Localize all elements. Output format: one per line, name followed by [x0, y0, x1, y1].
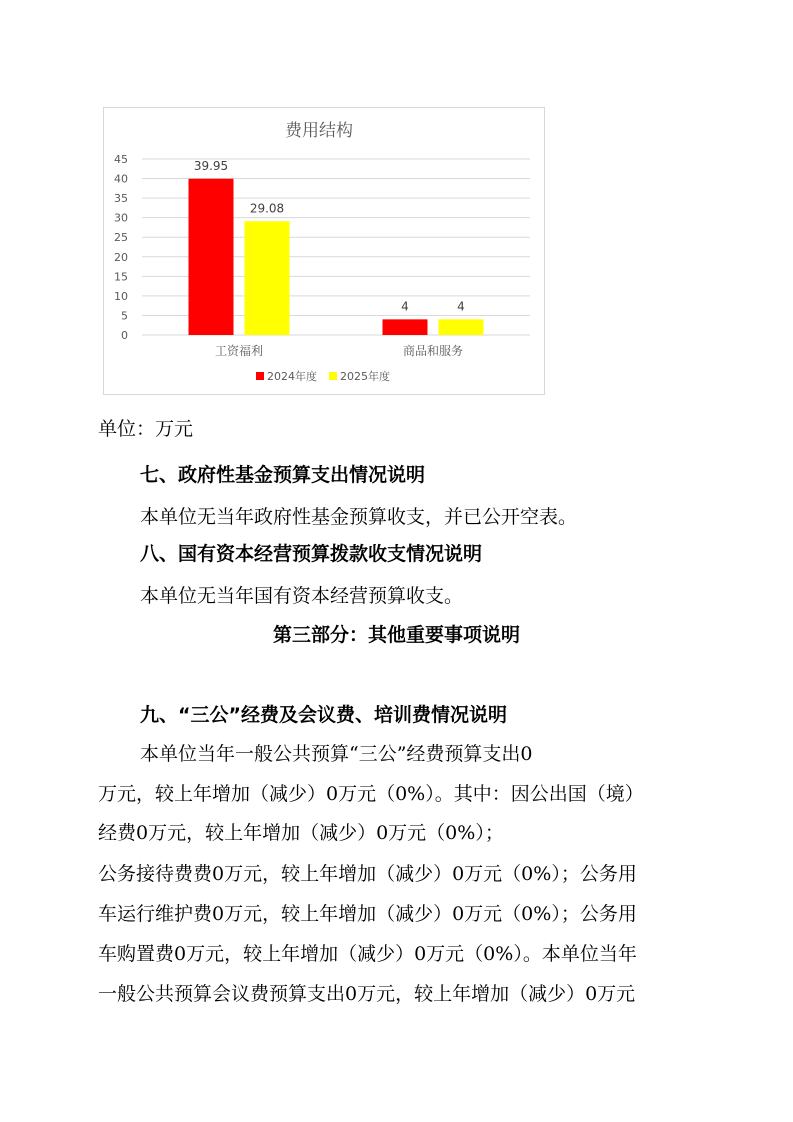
section-8-title: 八、国有资本经营预算拨款收支情况说明: [140, 543, 483, 565]
data-label: 29.08: [249, 201, 285, 216]
bar: [245, 221, 290, 335]
y-tick-label: 30: [114, 211, 128, 225]
y-tick-label: 45: [114, 153, 128, 166]
y-tick-label: 10: [114, 289, 128, 303]
chart-svg: [104, 108, 544, 394]
section-9-para-line-1: 本单位当年一般公共预算“三公”经费预算支出0: [140, 743, 533, 765]
y-tick-label: 15: [114, 270, 128, 284]
y-tick-label: 5: [121, 309, 128, 323]
section-9-para-line-4: 公务接待费费0万元，较上年增加（减少）0万元（0%）；公务用: [98, 863, 637, 885]
x-category-label: 商品和服务: [402, 344, 464, 358]
section-9-title: 九、“三公”经费及会议费、培训费情况说明: [140, 704, 507, 726]
section-7-title: 七、政府性基金预算支出情况说明: [140, 464, 426, 486]
data-label: 4: [457, 299, 465, 314]
legend-label: 2024年度: [267, 370, 317, 383]
legend-swatch: [329, 372, 337, 380]
x-category-label: 工资福利: [214, 344, 264, 358]
section-9-para-line-6: 车购置费0万元，较上年增加（减少）0万元（0%）。本单位当年: [98, 943, 637, 965]
section-9-para-line-7: 一般公共预算会议费预算支出0万元，较上年增加（减少）0万元: [98, 983, 636, 1005]
section-9-para-line-3: 经费0万元，较上年增加（减少）0万元（0%）；: [98, 822, 504, 844]
chart-title: 费用结构: [285, 121, 353, 141]
y-tick-label: 0: [121, 329, 128, 342]
y-tick-label: 25: [114, 231, 128, 245]
section-7-body: 本单位无当年政府性基金预算收支，并已公开空表。: [140, 506, 578, 528]
section-9-para-line-2: 万元，较上年增加（减少）0万元（0%）。其中：因公出国（境）: [98, 783, 644, 805]
part-3-title: 第三部分：其他重要事项说明: [272, 624, 520, 646]
data-label: 4: [401, 299, 409, 314]
section-8-body: 本单位无当年国有资本经营预算收支。: [140, 585, 464, 607]
data-labels: [194, 159, 465, 314]
bar: [189, 179, 234, 335]
bar: [439, 319, 484, 335]
expense-structure-chart: [103, 107, 545, 395]
section-9-para-line-5: 车运行维护费0万元，较上年增加（减少）0万元（0%）；公务用: [98, 903, 637, 925]
y-tick-label: 40: [114, 172, 128, 186]
y-axis-ticks: [114, 153, 128, 342]
y-tick-label: 20: [114, 250, 128, 264]
legend-swatch: [256, 372, 264, 380]
y-tick-label: 35: [114, 192, 128, 206]
unit-label: 单位：万元: [98, 418, 194, 440]
bar: [383, 319, 428, 335]
x-axis-categories: [215, 343, 463, 358]
legend: [256, 369, 390, 383]
data-label: 39.95: [193, 158, 229, 173]
legend-label: 2025年度: [340, 370, 390, 383]
